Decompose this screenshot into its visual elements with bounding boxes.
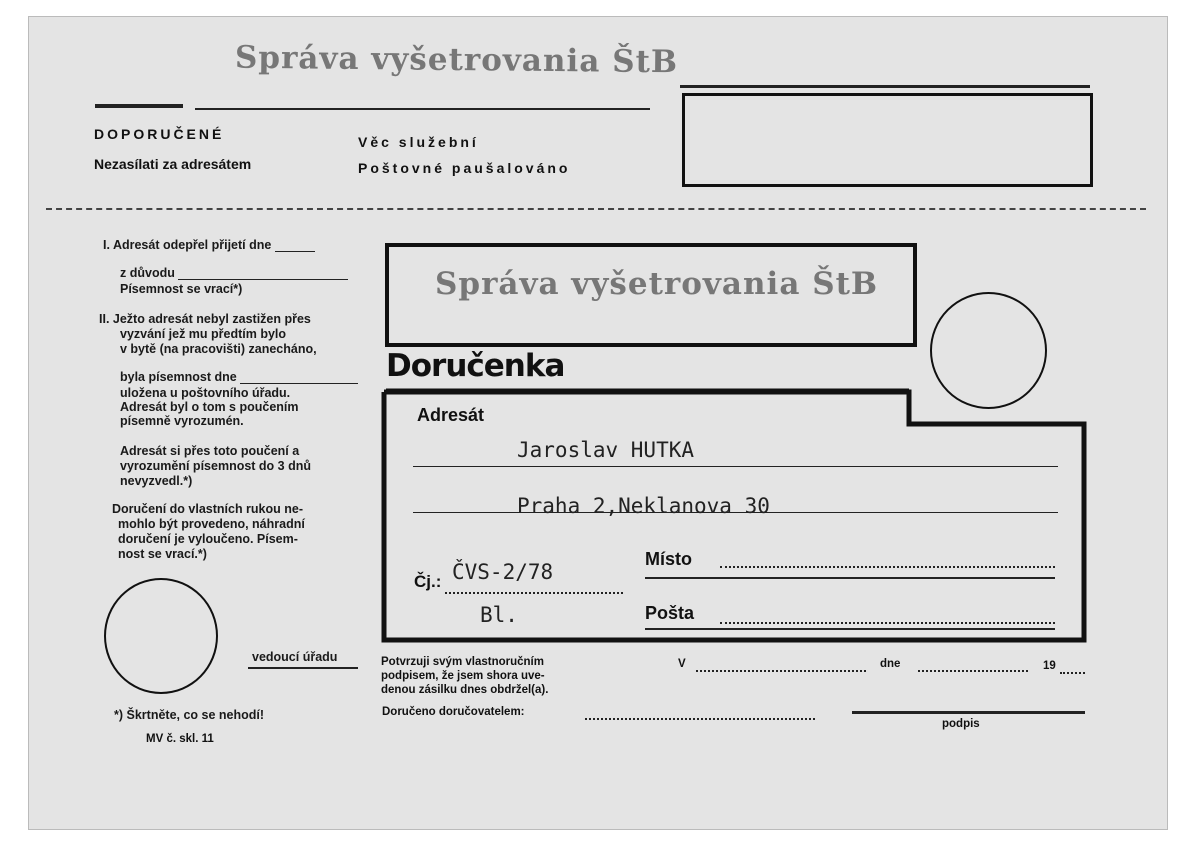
dne-line [918, 670, 1028, 672]
item1-text [103, 238, 315, 252]
posta-line [720, 622, 1055, 624]
year-line [1060, 672, 1085, 674]
item1-line2: z důvodu [120, 266, 175, 280]
item3-line4: nost se vrací.*) [118, 547, 207, 561]
bl-value: Bl. [480, 603, 518, 627]
item2-line10: nevyzvedl.*) [120, 474, 193, 488]
adresat-label: Adresát [417, 405, 485, 425]
cj-line [445, 592, 623, 594]
cj-label: Čj.: [414, 572, 442, 591]
potvrzuji-line1: Potvrzuji svým vlastnoručním [381, 656, 544, 668]
item3-line3: doručení je vyloučeno. Písem- [118, 532, 298, 546]
podpis-label: podpis [942, 718, 980, 730]
top-rule-short [95, 104, 183, 108]
v-line [696, 670, 866, 672]
item1-date-line [275, 251, 315, 252]
top-stamp: Správa vyšetrovania ŠtB [234, 39, 679, 81]
top-rule-long [195, 108, 650, 110]
form-number: MV č. skl. 11 [146, 733, 214, 745]
signature-rule [852, 711, 1085, 714]
top-rule-right [680, 85, 1090, 88]
item2-line6: Adresát byl o tom s poučením [120, 400, 299, 414]
item2-line1: II. Ježto adresát nebyl zastižen přes [99, 312, 311, 326]
office-stamp-circle [104, 578, 218, 694]
item2-line4: byla písemnost dne [120, 370, 237, 384]
item1-reason [120, 266, 348, 280]
item2-date-row [120, 370, 358, 384]
item1-reason-line [178, 279, 348, 280]
receipt-title: Doručenka [386, 348, 565, 384]
item2-line2: vyzvání jež mu předtím bylo [120, 327, 287, 341]
address-line [413, 512, 1058, 513]
item2-line7: písemně vyrozumén. [120, 414, 244, 428]
potvrzuji-line3: denou zásilku dnes obdržel(a). [381, 684, 549, 696]
fold-line [46, 208, 1146, 210]
misto-rule [645, 577, 1055, 579]
vedouci-label: vedoucí úřadu [252, 650, 338, 664]
recipient-address: Praha 2,Neklanova 30 [517, 494, 770, 518]
v-label: V [678, 658, 686, 670]
recipient-name: Jaroslav HUTKA [517, 438, 695, 462]
posta-label: Pošta [645, 603, 695, 623]
misto-line [720, 566, 1055, 568]
vec-label: Věc služební [358, 134, 479, 150]
cj-value: ČVS-2/78 [452, 560, 554, 584]
item2-line9: vyrozumění písemnost do 3 dnů [120, 459, 311, 473]
skrtnete-note: *) Škrtněte, co se nehodí! [114, 708, 265, 722]
sender-stamp: Správa vyšetrovania ŠtB [435, 266, 879, 302]
doruceno-label: Doručeno doručovatelem: [382, 706, 525, 718]
doruceno-line [585, 718, 815, 720]
posta-rule [645, 628, 1055, 630]
vedouci-rule [248, 667, 358, 669]
item2-date-line [240, 383, 358, 384]
postovne-label: Poštovné paušalováno [358, 160, 571, 176]
nezasilati-label: Nezasílati za adresátem [94, 156, 252, 172]
address-window-box [682, 93, 1093, 187]
item3-line1: Doručení do vlastních rukou ne- [112, 502, 303, 516]
item1-line1: I. Adresát odepřel přijetí dne [103, 238, 272, 252]
item2-line8: Adresát si přes toto poučení a [120, 444, 300, 458]
doporucene-label: DOPORUČENÉ [94, 126, 225, 142]
item1-line3: Písemnost se vrací*) [120, 282, 243, 296]
item3-line2: mohlo být provedeno, náhradní [118, 517, 305, 531]
dne-label: dne [880, 658, 901, 670]
year-label: 19 [1043, 660, 1056, 672]
item2-line3: v bytě (na pracovišti) zanecháno, [120, 342, 317, 356]
potvrzuji-line2: podpisem, že jsem shora uve- [381, 670, 545, 682]
item2-line5: uložena u poštovního úřadu. [120, 386, 291, 400]
name-line [413, 466, 1058, 467]
misto-label: Místo [645, 549, 692, 569]
